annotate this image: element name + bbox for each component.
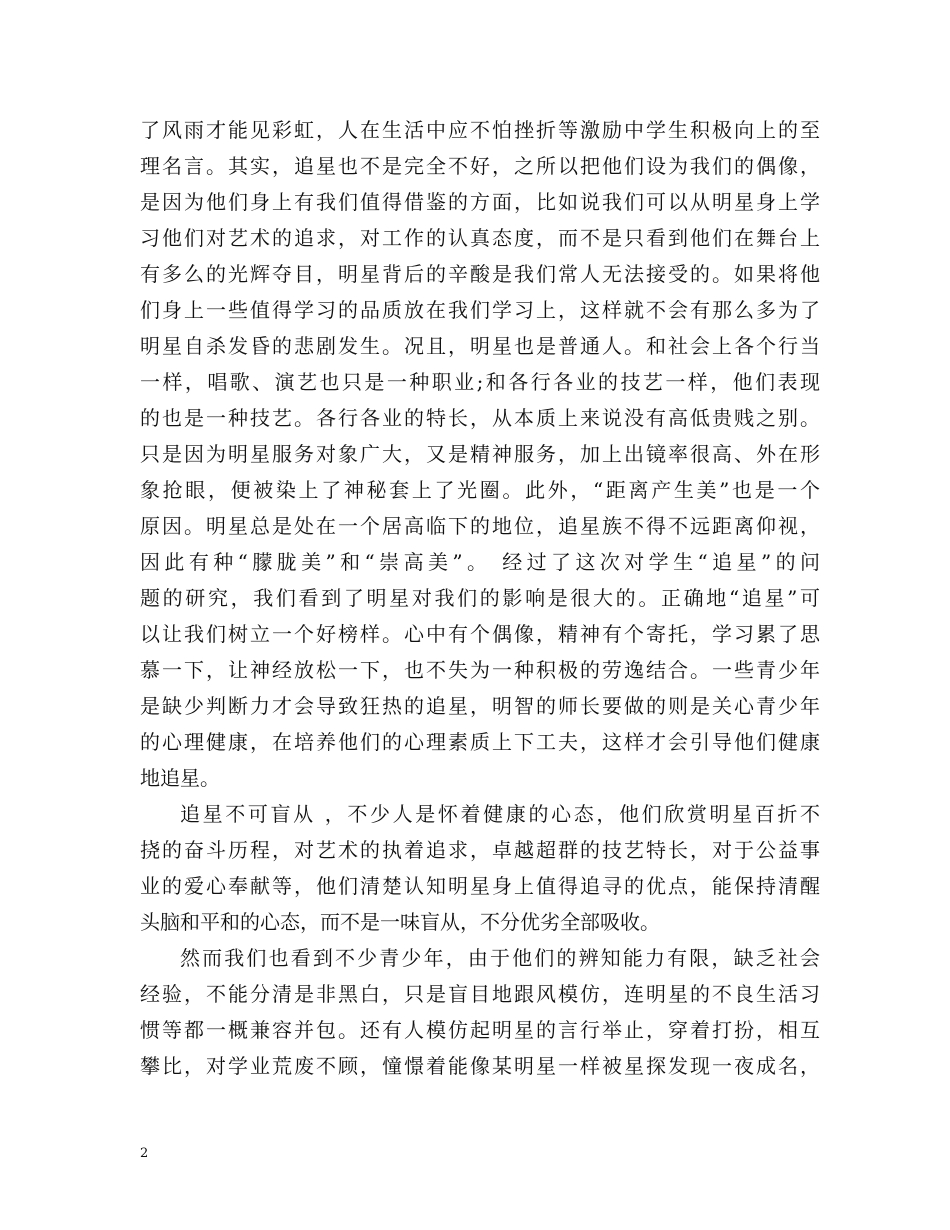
text-line: 攀比，对学业荒废不顾，憧憬着能像某明星一样被星探发现一夜成名， [140, 1054, 820, 1078]
text-line: 了风雨才能见彩虹，人在生活中应不怕挫折等激励中学生积极向上的至 [140, 118, 820, 142]
text-line: 是缺少判断力才会导致狂热的追星，明智的师长要做的则是关心青少年 [140, 694, 820, 718]
text-line: 地追星。 [140, 766, 220, 790]
text-line: 惯等都一概兼容并包。还有人模仿起明星的言行举止，穿着打扮，相互 [140, 1018, 820, 1042]
text-line: 然而我们也看到不少青少年，由于他们的辨知能力有限，缺乏社会 [180, 946, 820, 970]
text-line: 习他们对艺术的追求，对工作的认真态度，而不是只看到他们在舞台上 [140, 226, 820, 250]
text-line: 们身上一些值得学习的品质放在我们学习上，这样就不会有那么多为了 [140, 298, 820, 322]
text-line: 经验，不能分清是非黑白，只是盲目地跟风模仿，连明星的不良生活习 [140, 982, 820, 1006]
text-line: 是因为他们身上有我们值得借鉴的方面，比如说我们可以从明星身上学 [140, 190, 820, 214]
text-line: 只是因为明星服务对象广大，又是精神服务，加上出镜率很高、外在形 [140, 442, 820, 466]
text-line: 的心理健康，在培养他们的心理素质上下工夫，这样才会引导他们健康 [140, 730, 820, 754]
text-line: 头脑和平和的心态，而不是一味盲从，不分优劣全部吸收。 [140, 910, 660, 934]
text-line: 题的研究，我们看到了明星对我们的影响是很大的。正确地“追星”可 [140, 586, 820, 610]
text-line: 以让我们树立一个好榜样。心中有个偶像，精神有个寄托，学习累了思 [140, 622, 820, 646]
text-line: 明星自杀发昏的悲剧发生。况且，明星也是普通人。和社会上各个行当 [140, 334, 820, 358]
text-line: 象抢眼，便被染上了神秘套上了光圈。此外，“距离产生美”也是一个 [140, 478, 820, 502]
text-line: 有多么的光辉夺目，明星背后的辛酸是我们常人无法接受的。如果将他 [140, 262, 820, 286]
text-line: 因此有种“朦胧美”和“崇高美”。 经过了这次对学生“追星”的问 [140, 550, 820, 574]
text-line: 理名言。其实，追星也不是完全不好，之所以把他们设为我们的偶像， [140, 154, 820, 178]
text-line: 一样，唱歌、演艺也只是一种职业;和各行各业的技艺一样，他们表现 [140, 370, 820, 394]
text-line: 挠的奋斗历程，对艺术的执着追求，卓越超群的技艺特长，对于公益事 [140, 838, 820, 862]
body-text [140, 112, 820, 1084]
page-number: 2 [140, 1146, 149, 1161]
text-line: 追星不可盲从 ，不少人是怀着健康的心态，他们欣赏明星百折不 [180, 802, 820, 826]
text-line: 原因。明星总是处在一个居高临下的地位，追星族不得不远距离仰视， [140, 514, 820, 538]
text-line: 业的爱心奉献等，他们清楚认知明星身上值得追寻的优点，能保持清醒 [140, 874, 820, 898]
text-line: 慕一下，让神经放松一下，也不失为一种积极的劳逸结合。一些青少年 [140, 658, 820, 682]
text-line: 的也是一种技艺。各行各业的特长，从本质上来说没有高低贵贱之别。 [140, 406, 820, 430]
